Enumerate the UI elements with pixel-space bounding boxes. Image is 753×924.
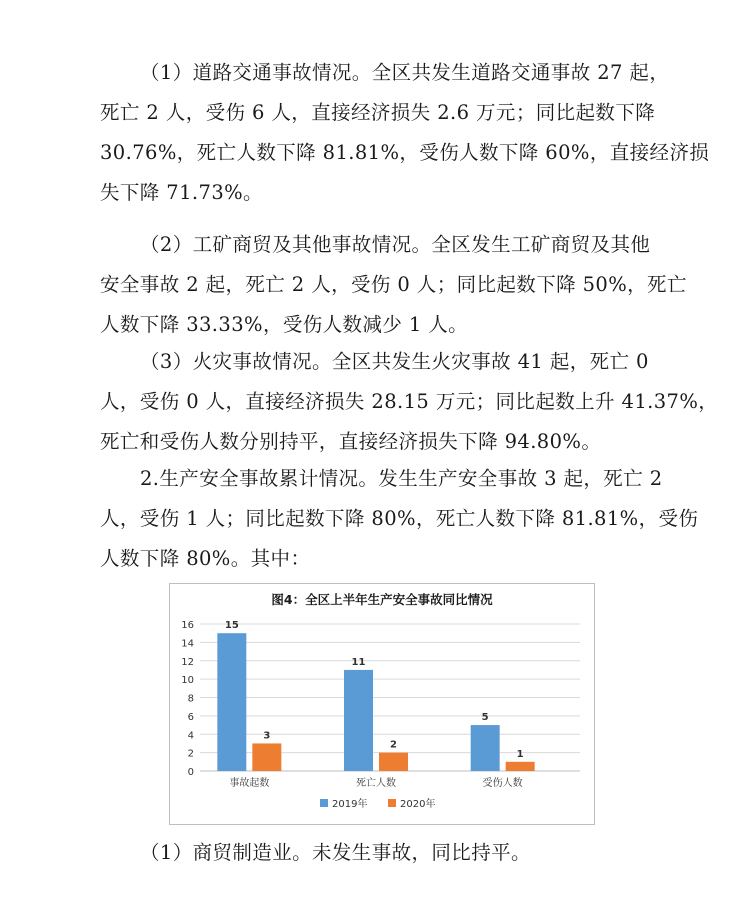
- paragraph-3: [100, 342, 719, 462]
- y-tick-label: 2: [187, 748, 194, 760]
- paragraph-line: 30.76%，死亡人数下降 81.81%，受伤人数下降 60%，直接经济损: [100, 141, 710, 164]
- bar-chart: [169, 583, 595, 825]
- y-tick-label: 6: [187, 711, 194, 723]
- paragraph-line: 死亡和受伤人数分别持平，直接经济损失下降 94.80%。: [100, 430, 602, 453]
- y-tick-label: 0: [187, 767, 194, 778]
- paragraph-4: [100, 459, 699, 579]
- paragraph-line: 人，受伤 1 人；同比起数下降 80%，死亡人数下降 81.81%，受伤: [100, 507, 699, 530]
- legend-label: 2019年: [332, 799, 368, 810]
- bar-2019: [471, 725, 500, 771]
- paragraph-line: （3）火灾事故情况。全区共发生火灾事故 41 起，死亡 0: [140, 350, 649, 373]
- y-tick-label: 14: [181, 638, 194, 650]
- bar-2020: [379, 753, 408, 771]
- bar-2019: [217, 633, 246, 771]
- data-label: 2: [390, 739, 397, 751]
- paragraph-line: （1）商贸制造业。未发生事故，同比持平。: [140, 841, 531, 864]
- paragraph-2: [100, 225, 687, 345]
- y-tick-label: 12: [181, 656, 194, 668]
- paragraph-5: [100, 833, 660, 873]
- category-label: 死亡人数: [356, 778, 396, 789]
- legend-label: 2020年: [400, 799, 436, 810]
- paragraph-line: 失下降 71.73%。: [100, 181, 263, 204]
- paragraph-line: （1）道路交通事故情况。全区共发生道路交通事故 27 起，: [140, 61, 670, 84]
- paragraph-line: 人数下降 80%。其中：: [100, 547, 311, 570]
- bar-2019: [344, 670, 373, 771]
- paragraph-line: 安全事故 2 起，死亡 2 人，受伤 0 人；同比起数下降 50%，死亡: [100, 273, 687, 296]
- y-tick-label: 16: [181, 620, 194, 631]
- y-tick-label: 8: [187, 693, 194, 705]
- legend-swatch: [320, 799, 328, 807]
- paragraph-line: 人，受伤 0 人，直接经济损失 28.15 万元；同比起数上升 41.37%，: [100, 390, 719, 413]
- chart-title: 图4：全区上半年生产安全事故同比情况: [271, 592, 493, 607]
- data-label: 15: [224, 620, 239, 632]
- paragraph-line: 2.生产安全事故累计情况。发生生产安全事故 3 起，死亡 2: [140, 467, 663, 490]
- paragraph-1: [100, 53, 710, 213]
- bar-2020: [252, 743, 281, 771]
- bar-2020: [506, 762, 535, 771]
- category-label: 事故起数: [229, 778, 270, 789]
- category-label: 受伤人数: [482, 778, 523, 789]
- data-label: 3: [263, 730, 271, 742]
- data-label: 5: [481, 712, 489, 724]
- paragraph-line: 人数下降 33.33%，受伤人数减少 1 人。: [100, 313, 469, 336]
- paragraph-line: 死亡 2 人，受伤 6 人，直接经济损失 2.6 万元；同比起数下降: [100, 101, 656, 124]
- chart-svg: [170, 584, 594, 824]
- y-tick-label: 4: [187, 730, 194, 742]
- data-label: 11: [351, 656, 366, 668]
- legend-swatch: [388, 799, 396, 807]
- y-tick-label: 10: [181, 675, 194, 687]
- data-label: 1: [516, 748, 524, 760]
- paragraph-line: （2）工矿商贸及其他事故情况。全区发生工矿商贸及其他: [140, 233, 651, 256]
